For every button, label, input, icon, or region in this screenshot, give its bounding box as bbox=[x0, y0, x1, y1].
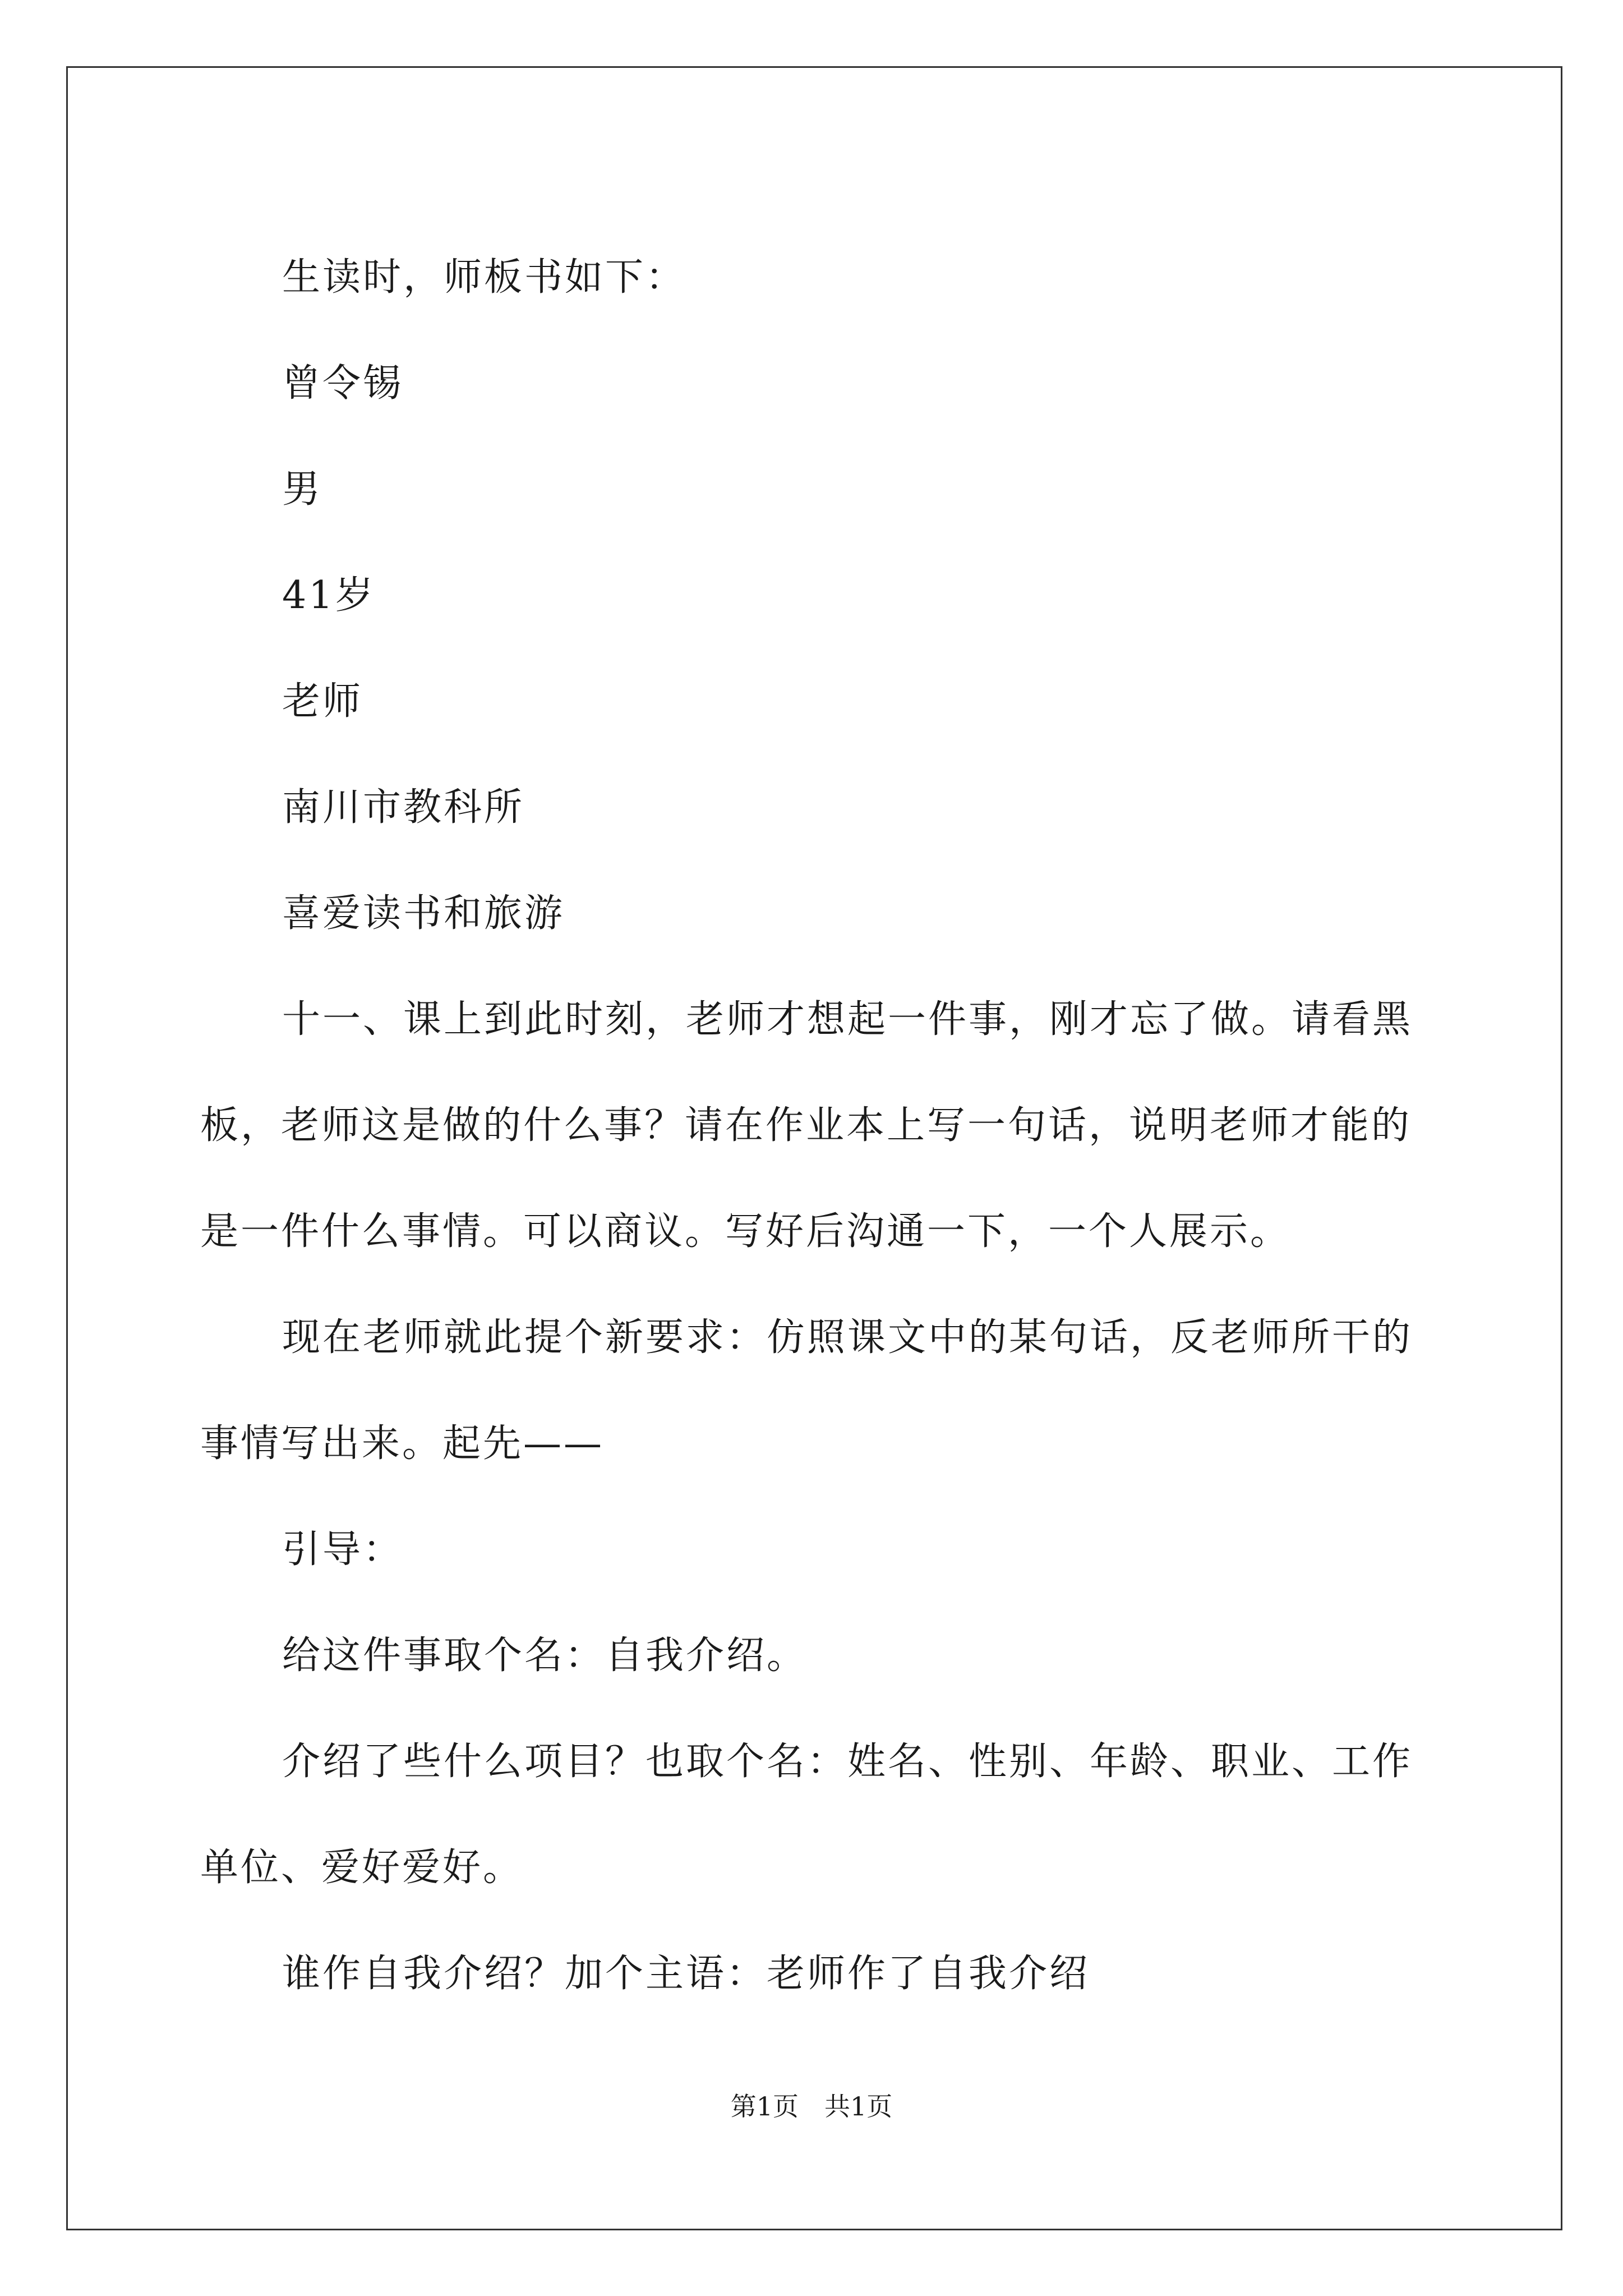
paragraph: 男 bbox=[282, 467, 323, 512]
paragraph: 喜爱读书和旅游 bbox=[282, 891, 565, 936]
paragraph: 给这件事取个名：自我介绍。 bbox=[282, 1634, 808, 1678]
paragraph: 41岁 bbox=[282, 573, 376, 618]
page-total: 共1页 bbox=[824, 2091, 893, 2122]
paragraph: 老师 bbox=[282, 679, 363, 724]
document-body bbox=[200, 224, 1428, 2027]
page-footer bbox=[0, 2090, 1623, 2123]
paragraph: 南川市教科所 bbox=[282, 785, 525, 830]
paragraph: 介绍了些什么项目？也取个名：姓名、性别、年龄、职业、工作单位、爱好爱好。 bbox=[200, 1740, 1413, 1890]
paragraph: 生读时，师板书如下： bbox=[282, 255, 686, 300]
paragraph: 引导： bbox=[282, 1527, 404, 1572]
paragraph: 现在老师就此提个新要求：仿照课文中的某句话，反老师所干的事情写出来。起先—— bbox=[200, 1315, 1413, 1466]
paragraph: 曾令锡 bbox=[282, 361, 404, 406]
paragraph: 十一、课上到此时刻，老师才想起一件事，刚才忘了做。请看黑板，老师这是做的什么事？请在作业本上写一句话，说明老师才能的是一件什么事情。可以商议。写好后沟通一下，一个人展示。 bbox=[200, 997, 1413, 1254]
paragraph: 谁作自我介绍？加个主语：老师作了自我介绍 bbox=[282, 1952, 1090, 1996]
page-number: 第1页 bbox=[730, 2091, 799, 2122]
